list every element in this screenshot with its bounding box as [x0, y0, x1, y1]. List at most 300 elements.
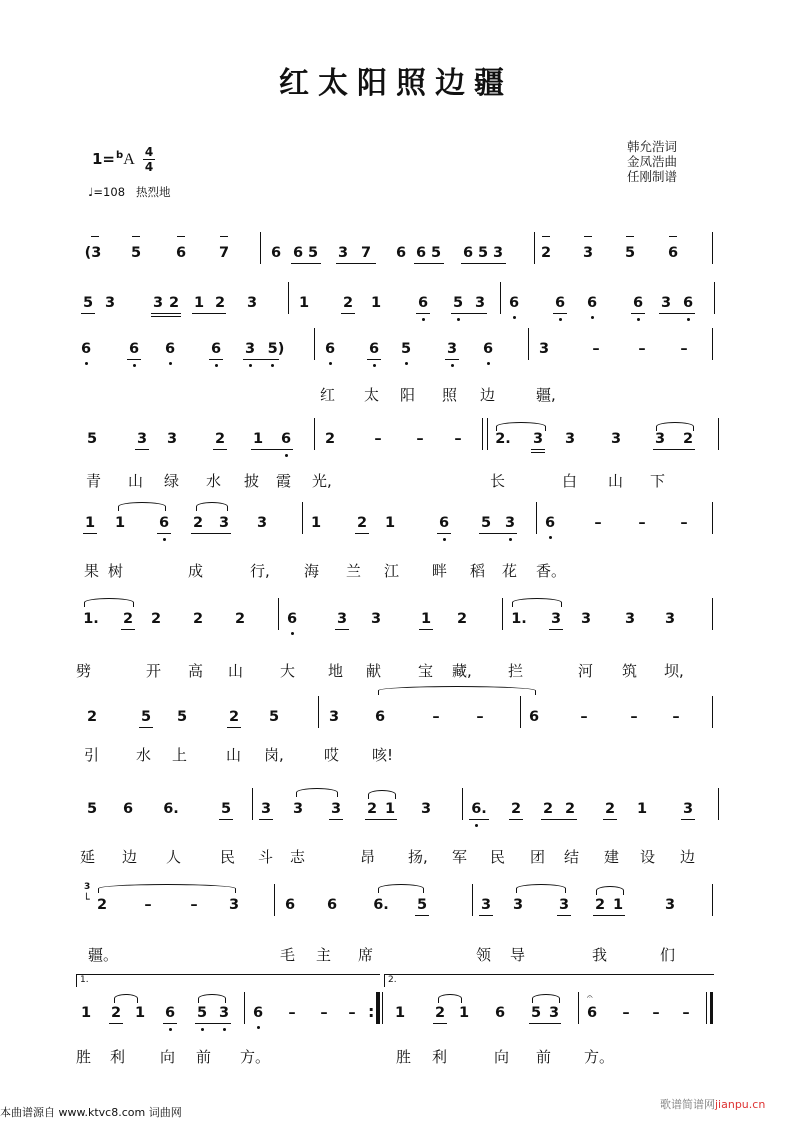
note: 1: [252, 431, 264, 447]
barline: [302, 502, 303, 534]
note: –: [594, 515, 602, 531]
note: 3: [532, 431, 544, 447]
note: 5: [624, 245, 636, 261]
note: 3: [480, 897, 492, 913]
lyric: 利: [432, 1048, 448, 1066]
barline: [578, 992, 579, 1024]
lyric: 主: [316, 946, 332, 964]
watermark: [660, 1096, 765, 1112]
note: –: [652, 1005, 660, 1021]
score-row-2: [78, 294, 718, 328]
barline: [382, 992, 383, 1024]
note: 6: [438, 515, 450, 531]
note: 6: [80, 341, 92, 357]
note: 6: [284, 897, 296, 913]
lyric: 藏,: [452, 662, 472, 680]
note: 3: [660, 295, 672, 311]
note: 2: [456, 611, 468, 627]
barline: [500, 282, 501, 314]
lyric: 方。: [584, 1048, 615, 1066]
note: 5: [82, 295, 94, 311]
note: 6.: [471, 801, 487, 817]
lyric: 咳!: [372, 746, 394, 764]
note: 6: [682, 295, 694, 311]
barline: [462, 788, 463, 820]
note: 6: [482, 341, 494, 357]
lyric: 花: [502, 562, 518, 580]
score-row-3: [78, 340, 718, 374]
note: 5: [480, 515, 492, 531]
note: 7: [218, 245, 230, 261]
lyric: 太: [364, 386, 380, 404]
note: 3: [336, 611, 348, 627]
note: 3: [580, 611, 592, 627]
note: 6: [324, 341, 336, 357]
score-row-10: [78, 975, 718, 1038]
slur: [438, 994, 462, 1003]
lyric: 劈: [76, 662, 92, 680]
note: 5: [220, 801, 232, 817]
note: 3: [492, 245, 504, 261]
barline: [274, 884, 275, 916]
barline: [534, 232, 535, 264]
note: 2: [110, 1005, 122, 1021]
lyric: 照: [442, 386, 458, 404]
slur: [84, 598, 134, 607]
note: –: [416, 431, 424, 447]
lyric: 山: [226, 746, 242, 764]
lyric: 前: [536, 1048, 552, 1066]
note: –: [288, 1005, 296, 1021]
lyric: 拦: [508, 662, 524, 680]
note: 1: [84, 515, 96, 531]
note: 2: [604, 801, 616, 817]
source-footer: 本曲谱源自 www.ktvc8.com 词曲网: [0, 1106, 182, 1119]
lyric: 领: [476, 946, 492, 964]
note: 3: [218, 1005, 230, 1021]
note: 3: [246, 295, 258, 311]
lyric: 青: [86, 472, 102, 490]
note: 3: [682, 801, 694, 817]
lyric: 疆,: [536, 386, 556, 404]
lyric: 筑: [622, 662, 638, 680]
lyric: 人: [166, 848, 182, 866]
lyric: 席: [358, 946, 374, 964]
time-bottom: 4: [144, 160, 154, 174]
lyric: 延: [80, 848, 96, 866]
note: 6: [280, 431, 292, 447]
barline: [260, 232, 261, 264]
composer-credit: 金凤浩曲: [627, 154, 678, 169]
barline: [712, 598, 713, 630]
note: –: [592, 341, 600, 357]
note: –: [432, 709, 440, 725]
watermark-domain: jianpu.cn: [715, 1098, 766, 1111]
lyric: 水: [206, 472, 222, 490]
note: –: [672, 709, 680, 725]
slur: [196, 502, 228, 511]
note: 5: [400, 341, 412, 357]
note: 2.: [495, 431, 511, 447]
lyric: 导: [510, 946, 526, 964]
time-signature: [143, 146, 155, 173]
barline: [252, 788, 253, 820]
page-title: 红太阳照边疆: [279, 66, 513, 101]
note: 2: [150, 611, 162, 627]
lyric: 民: [490, 848, 506, 866]
note: –: [680, 515, 688, 531]
note: 3: [218, 515, 230, 531]
volta-2: 2.: [384, 974, 714, 987]
note: 6: [554, 295, 566, 311]
note: 6: [286, 611, 298, 627]
note: –: [680, 341, 688, 357]
note: 1.: [83, 611, 99, 627]
barline: [712, 502, 713, 534]
note: 2: [122, 611, 134, 627]
note: 2: [234, 611, 246, 627]
lyric: 畔: [432, 562, 448, 580]
barline: [472, 884, 473, 916]
lyric: 红: [320, 386, 336, 404]
slur: [296, 788, 338, 797]
time-top: 4: [144, 145, 154, 159]
slur: [368, 790, 396, 799]
lyric: 光,: [312, 472, 332, 490]
lyric: 下: [650, 472, 666, 490]
note: 3: [328, 709, 340, 725]
note: –: [144, 897, 152, 913]
note: –: [638, 515, 646, 531]
lyric: 山: [128, 472, 144, 490]
note: 5: [86, 801, 98, 817]
note: 5): [267, 341, 285, 357]
lyric: 山: [228, 662, 244, 680]
note: 3: [370, 611, 382, 627]
note: 6: [368, 341, 380, 357]
note: 2: [214, 295, 226, 311]
lyric: 边: [480, 386, 496, 404]
note: –: [630, 709, 638, 725]
key-signature: [92, 150, 135, 169]
lyric: 宝: [418, 662, 434, 680]
note: 1: [458, 1005, 470, 1021]
note: 3: [504, 515, 516, 531]
note: –: [682, 1005, 690, 1021]
key-prefix: 1=: [92, 150, 116, 168]
lyric: 阳: [400, 386, 416, 404]
note: 6: [586, 1005, 598, 1021]
note: 6: [632, 295, 644, 311]
note: 3: [420, 801, 432, 817]
lyric: 坝,: [664, 662, 684, 680]
note: 6.: [163, 801, 179, 817]
note: 6: [667, 245, 679, 261]
note: 6: [175, 245, 187, 261]
note: 6.: [373, 897, 389, 913]
barline: [314, 418, 315, 450]
watermark-text: 歌谱简谱网: [660, 1098, 715, 1111]
note: 6: [158, 515, 170, 531]
note: 3: [256, 515, 268, 531]
lyric: 引: [84, 746, 100, 764]
lyric: 向: [494, 1048, 510, 1066]
lyric: 岗,: [264, 746, 284, 764]
note: 5: [268, 709, 280, 725]
note: 6: [292, 245, 304, 261]
barline: [706, 992, 707, 1024]
note: 7: [360, 245, 372, 261]
note: 6: [270, 245, 282, 261]
note: 3: [664, 897, 676, 913]
repeat-barline: [376, 992, 380, 1024]
lyricist-credit: 韩允浩词: [627, 139, 678, 154]
note: (3: [84, 245, 102, 261]
lyric: 昂: [360, 848, 376, 866]
lyric: 高: [188, 662, 204, 680]
note: 2: [510, 801, 522, 817]
score-row-5: [78, 514, 718, 548]
note: 2: [168, 295, 180, 311]
note: 5: [307, 245, 319, 261]
lyric: 们: [660, 946, 676, 964]
note: 3: [654, 431, 666, 447]
note: 2: [324, 431, 336, 447]
note: 5: [140, 709, 152, 725]
note: 6: [164, 341, 176, 357]
lyric: 披: [244, 472, 260, 490]
note: –: [580, 709, 588, 725]
lyric: 我: [592, 946, 608, 964]
barline: [528, 328, 529, 360]
note: 1: [384, 515, 396, 531]
lyric: 前: [196, 1048, 212, 1066]
note: 2: [96, 897, 108, 913]
barline: [714, 282, 715, 314]
note: 3: [610, 431, 622, 447]
note: 5: [530, 1005, 542, 1021]
note: 1: [80, 1005, 92, 1021]
note: 1: [298, 295, 310, 311]
score-row-1: [78, 244, 718, 278]
note: 2: [228, 709, 240, 725]
note: 1: [114, 515, 126, 531]
note: 3: [104, 295, 116, 311]
lyric: 地: [328, 662, 344, 680]
lyric: 上: [172, 746, 188, 764]
lyric: 树: [108, 562, 124, 580]
barline: [502, 598, 503, 630]
barline: [520, 696, 521, 728]
note: 3: [260, 801, 272, 817]
lyric: 边: [122, 848, 138, 866]
barline: [288, 282, 289, 314]
lyric: 河: [578, 662, 594, 680]
note: 3: [166, 431, 178, 447]
score-row-9: 3 └ 2 – – 3 6 6 6. 5 3 3 3 2 1 3: [78, 896, 718, 930]
lyric: 志: [290, 848, 306, 866]
note: 1: [310, 515, 322, 531]
note: 5: [430, 245, 442, 261]
lyric: 果: [84, 562, 100, 580]
note: 2: [366, 801, 378, 817]
lyric: 水: [136, 746, 152, 764]
lyric: 方。: [240, 1048, 271, 1066]
barline: [718, 788, 719, 820]
lyric: 绿: [164, 472, 180, 490]
note: 3: [330, 801, 342, 817]
barline: [712, 884, 713, 916]
lyric: 向: [160, 1048, 176, 1066]
note: 1: [394, 1005, 406, 1021]
breath-mark: 3: [84, 882, 91, 892]
note: 3: [228, 897, 240, 913]
arranger-credit: 任刚制谱: [627, 169, 678, 184]
slur: [114, 994, 138, 1003]
note: 6: [128, 341, 140, 357]
lyric: 稻: [470, 562, 486, 580]
note: 6: [528, 709, 540, 725]
note: 3: [474, 295, 486, 311]
score-row-7: [78, 708, 718, 742]
note: 5: [196, 1005, 208, 1021]
tempo-marking: [88, 184, 170, 200]
note: 2: [86, 709, 98, 725]
volta-1: 1.: [76, 974, 380, 987]
note: 2: [356, 515, 368, 531]
note: 3: [558, 897, 570, 913]
note: 6: [164, 1005, 176, 1021]
lyric: 军: [452, 848, 468, 866]
barline: [314, 328, 315, 360]
tempo-expression: 热烈地: [135, 185, 171, 199]
note: 5: [130, 245, 142, 261]
lyric: 大: [280, 662, 296, 680]
note: 2: [682, 431, 694, 447]
score-row-8: [78, 800, 718, 834]
note: 1: [370, 295, 382, 311]
note: 5: [416, 897, 428, 913]
note: 6: [544, 515, 556, 531]
note: 2: [594, 897, 606, 913]
note: 6: [417, 295, 429, 311]
note: 6: [395, 245, 407, 261]
note: 2: [342, 295, 354, 311]
note: 5: [452, 295, 464, 311]
lyric: 扬,: [408, 848, 428, 866]
note: 3: [548, 1005, 560, 1021]
lyric: 开: [146, 662, 162, 680]
note: 1: [384, 801, 396, 817]
lyric: 边: [680, 848, 696, 866]
note: 2: [192, 515, 204, 531]
note: 6: [508, 295, 520, 311]
slur: [532, 994, 560, 1003]
slur: [118, 502, 166, 511]
note: 6: [374, 709, 386, 725]
tempo-value: ♩=108: [88, 185, 126, 199]
note: 1.: [511, 611, 527, 627]
note: 6: [586, 295, 598, 311]
note: 6: [122, 801, 134, 817]
note: 2: [214, 431, 226, 447]
score-row-6: [78, 610, 718, 644]
lyric: 毛: [280, 946, 296, 964]
lyric: 胜: [396, 1048, 412, 1066]
note: 6: [252, 1005, 264, 1021]
note: 6: [326, 897, 338, 913]
barline: [278, 598, 279, 630]
slur: [596, 886, 624, 895]
note: 6: [462, 245, 474, 261]
repeat-sign: :: [368, 1002, 375, 1021]
lyric: 长: [490, 472, 506, 490]
note: 5: [86, 431, 98, 447]
double-barline: [482, 418, 488, 450]
key-letter: A: [123, 151, 135, 168]
lyric: 香。: [536, 562, 567, 580]
slur: [198, 994, 226, 1003]
note: –: [622, 1005, 630, 1021]
note: 3: [136, 431, 148, 447]
note: 1: [420, 611, 432, 627]
lyric: 结: [564, 848, 580, 866]
lyric: 成: [188, 562, 204, 580]
note: –: [476, 709, 484, 725]
note: –: [374, 431, 382, 447]
lyric: 哎: [324, 746, 340, 764]
note: –: [190, 897, 198, 913]
note: 3: [512, 897, 524, 913]
note: 3: [564, 431, 576, 447]
note: 3: [664, 611, 676, 627]
barline: [244, 992, 245, 1024]
note: 1: [612, 897, 624, 913]
score-row-4: [78, 430, 718, 464]
slur: [378, 686, 536, 695]
note: –: [454, 431, 462, 447]
slur: [512, 598, 562, 607]
barline: [318, 696, 319, 728]
note: 6: [415, 245, 427, 261]
note: 6: [494, 1005, 506, 1021]
barline: [718, 418, 719, 450]
fermata-icon: 𝄐: [587, 992, 593, 1003]
slur: [378, 884, 424, 893]
note: 2: [192, 611, 204, 627]
lyric: 霞: [276, 472, 292, 490]
lyric: 献: [366, 662, 382, 680]
flat-sign: b: [116, 150, 124, 161]
lyric: 江: [384, 562, 400, 580]
lyric: 行,: [250, 562, 270, 580]
slur: [98, 884, 236, 893]
lyric: 利: [110, 1048, 126, 1066]
note: 3: [337, 245, 349, 261]
final-barline: [710, 992, 713, 1024]
note: –: [320, 1005, 328, 1021]
slur: [496, 422, 546, 431]
lyric: 建: [604, 848, 620, 866]
note: 3: [624, 611, 636, 627]
note: 3: [582, 245, 594, 261]
slur: [656, 422, 694, 431]
note: 1: [636, 801, 648, 817]
lyric: 兰: [346, 562, 362, 580]
note: 2: [540, 245, 552, 261]
lyric: 斗: [258, 848, 274, 866]
note: 3: [152, 295, 164, 311]
